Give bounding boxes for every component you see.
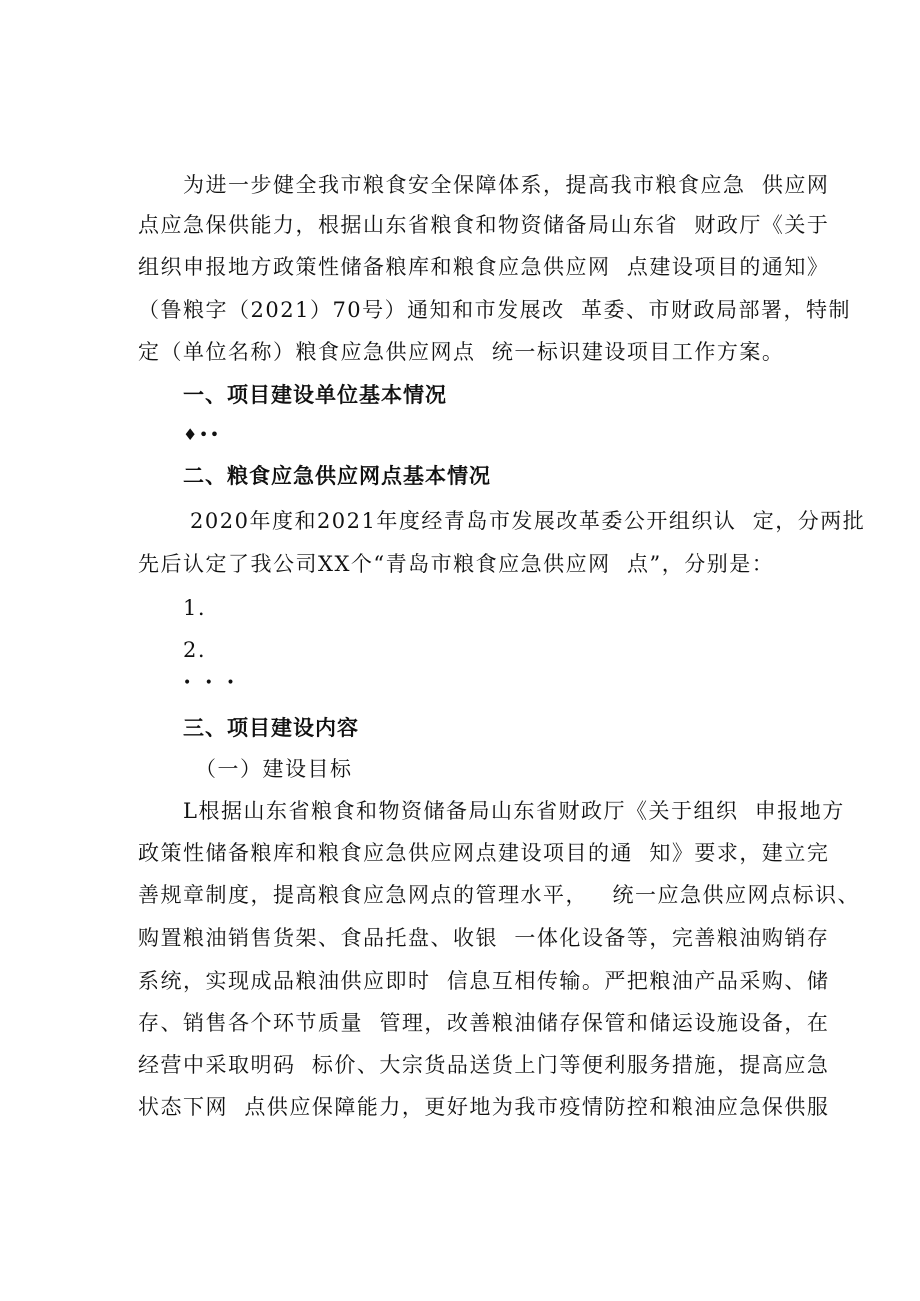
intro-line-2: 点应急保供能力，根据山东省粮食和物资储备局山东省 财政厅《关于	[138, 213, 830, 237]
section2-line-1: 2020年度和2021年度经青岛市发展改革委公开组织认 定，分两批	[190, 509, 866, 533]
section3-line-4: 购置粮油销售货架、食品托盘、收银 一体化设备等，完善粮油购销存	[138, 926, 830, 950]
section3-line-7: 经营中采取明码 标价、大宗货品送货上门等便利服务措施，提高应急	[138, 1053, 830, 1077]
list-item-2: 2.	[183, 638, 207, 662]
intro-line-5: 定（单位名称）粮食应急供应网点 统一标识建设项目工作方案。	[138, 340, 785, 364]
section3-line-3: 善规章制度，提高粮食应急网点的管理水平， 统一应急供应网点标识、	[138, 883, 861, 907]
section1-heading: 一、项目建设单位基本情况	[183, 383, 447, 407]
section1-placeholder: ♦••	[183, 425, 221, 444]
section3-subheading: （一）建设目标	[195, 757, 353, 781]
list-item-1: 1.	[183, 596, 207, 620]
intro-line-3: 组织申报地方政策性储备粮库和粮食应急供应网 点建设项目的通知》	[138, 255, 830, 279]
section3-line-8: 状态下网 点供应保障能力，更好地为我市疫情防控和粮油应急保供服	[138, 1095, 830, 1119]
section2-line-2: 先后认定了我公司XX个“青岛市粮食应急供应网 点”，分别是：	[138, 552, 775, 576]
section3-line-5: 系统，实现成品粮油供应即时 信息互相传输。严把粮油产品采购、储	[138, 969, 830, 993]
section3-line-1: L根据山东省粮食和物资储备局山东省财政厅《关于组织 申报地方	[183, 799, 845, 823]
section2-heading: 二、粮食应急供应网点基本情况	[183, 464, 491, 488]
intro-line-1: 为进一步健全我市粮食安全保障体系，提高我市粮食应急 供应网	[183, 173, 830, 197]
intro-line-4: （鲁粮字（2021）70号）通知和市发展改 革委、市财政局部署，特制	[138, 298, 852, 322]
section3-line-2: 政策性储备粮库和粮食应急供应网点建设项目的通 知》要求，建立完	[138, 841, 830, 865]
list-ellipsis: • • •	[183, 675, 237, 691]
section3-heading: 三、项目建设内容	[183, 716, 359, 740]
section3-line-6: 存、销售各个环节质量 管理，改善粮油储存保管和储运设施设备，在	[138, 1011, 830, 1035]
